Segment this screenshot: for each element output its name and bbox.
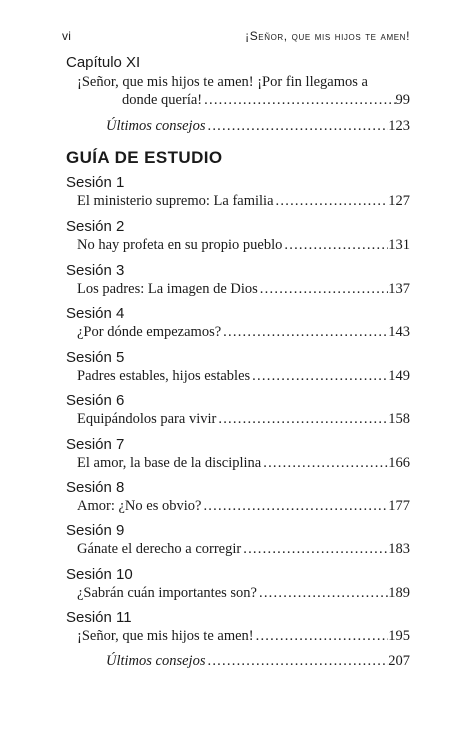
session-label: Sesión 11 [66, 609, 132, 626]
session-entry[interactable] [77, 237, 410, 255]
session-title: Amor: ¿No es obvio? [77, 498, 202, 514]
session-entry[interactable] [77, 411, 410, 429]
study-last-tips-entry[interactable] [106, 653, 410, 671]
leader-dots [274, 193, 389, 210]
page-ref: 177 [388, 498, 410, 514]
session-title: Padres estables, hijos estables [77, 368, 251, 384]
session-title: No hay profeta en su propio pueblo [77, 237, 283, 253]
session-label: Sesión 1 [66, 174, 125, 191]
page-ref: 99 [395, 92, 410, 108]
session-label: Sesión 3 [66, 262, 125, 279]
leader-dots [282, 237, 388, 254]
last-tips-title: Últimos consejos [106, 118, 206, 134]
page-ref: 123 [388, 118, 410, 134]
session-entry[interactable] [77, 324, 410, 342]
leader-dots [261, 455, 388, 472]
session-entry[interactable] [77, 628, 410, 646]
chapter-title-entry[interactable] [122, 92, 410, 110]
chapter-title-line-1: ¡Señor, que mis hijos te amen! ¡Por fin llegamos a [77, 74, 368, 90]
session-title: El amor, la base de la disciplina [77, 455, 262, 471]
session-label: Sesión 4 [66, 305, 125, 322]
session-entry[interactable] [77, 585, 410, 603]
session-label: Sesión 6 [66, 392, 125, 409]
chapter-label: Capítulo XI [66, 54, 141, 71]
leader-dots [201, 498, 388, 515]
chapter-title-line-2: donde quería! [122, 92, 203, 108]
session-entry[interactable] [77, 541, 410, 559]
session-title: ¿Por dónde empezamos? [77, 324, 222, 340]
session-title: Equipándolos para vivir [77, 411, 217, 427]
leader-dots [258, 281, 388, 298]
leader-dots [257, 585, 388, 602]
study-guide-title: GUÍA DE ESTUDIO [66, 148, 223, 167]
leader-dots [221, 324, 388, 341]
session-label: Sesión 8 [66, 479, 125, 496]
session-entry[interactable] [77, 368, 410, 386]
session-label: Sesión 7 [66, 436, 125, 453]
leader-dots [254, 628, 389, 645]
page-ref: 183 [388, 541, 410, 557]
session-title: ¿Sabrán cuán importantes son? [77, 585, 257, 601]
leader-dots [205, 653, 388, 670]
leader-dots [241, 541, 388, 558]
leader-dots [202, 92, 395, 109]
session-label: Sesión 9 [66, 522, 125, 539]
running-title: ¡Señor, que mis hijos te amen! [245, 29, 410, 43]
page-number: vi [62, 29, 72, 43]
page-ref: 207 [388, 653, 410, 669]
session-entry[interactable] [77, 498, 410, 516]
session-entry[interactable] [77, 455, 410, 473]
page-ref: 158 [388, 411, 410, 427]
session-title: Los padres: La imagen de Dios [77, 281, 258, 297]
page-ref: 131 [388, 237, 410, 253]
session-title: Gánate el derecho a corregir [77, 541, 242, 557]
chapter-last-tips-entry[interactable] [106, 118, 410, 136]
session-entry[interactable] [77, 193, 410, 211]
session-title: ¡Señor, que mis hijos te amen! [77, 628, 254, 644]
session-title: El ministerio supremo: La familia [77, 193, 274, 209]
page-ref: 143 [388, 324, 410, 340]
page-ref: 149 [388, 368, 410, 384]
session-label: Sesión 10 [66, 566, 133, 583]
leader-dots [216, 411, 388, 428]
page-ref: 195 [388, 628, 410, 644]
page-ref: 127 [388, 193, 410, 209]
page-header [62, 29, 410, 45]
session-entry[interactable] [77, 281, 410, 299]
page-ref: 189 [388, 585, 410, 601]
last-tips-title: Últimos consejos [106, 653, 206, 669]
leader-dots [250, 368, 388, 385]
leader-dots [205, 118, 388, 135]
session-label: Sesión 2 [66, 218, 125, 235]
page-ref: 137 [388, 281, 410, 297]
session-label: Sesión 5 [66, 349, 125, 366]
page-ref: 166 [388, 455, 410, 471]
